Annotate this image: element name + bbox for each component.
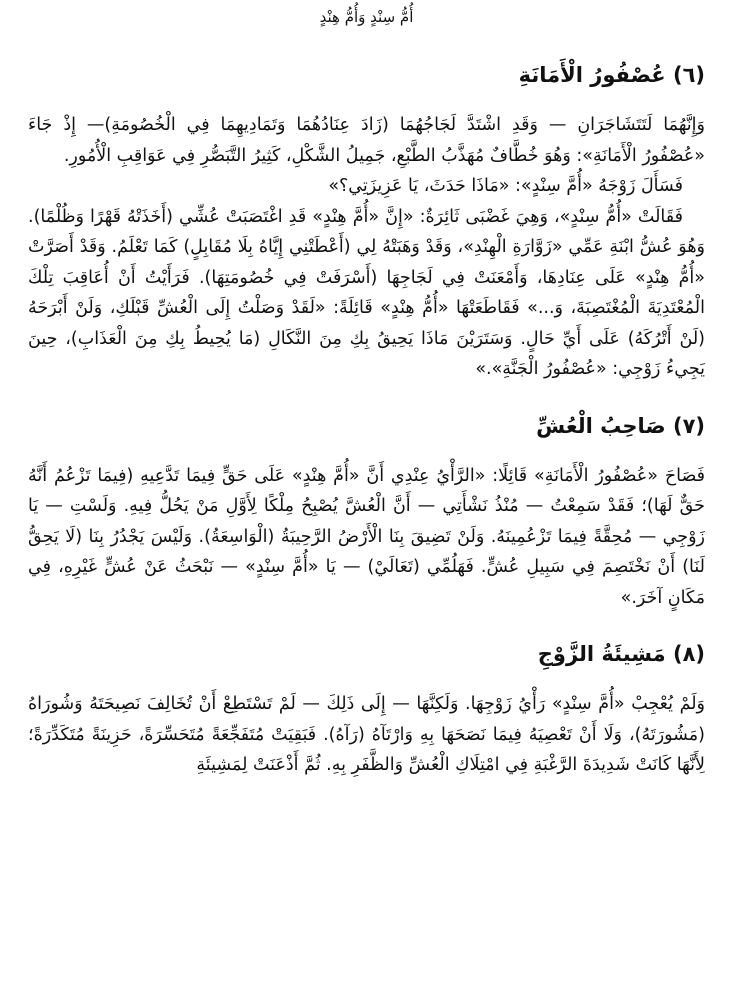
section-6	[28, 60, 705, 385]
book-page	[28, 0, 705, 1000]
section-heading: (٧) صَاحِبُ الْعُشِّ	[536, 413, 705, 438]
paragraph: فَصَاحَ «عُصْفُورُ الْأَمَانَةِ» قَائِلًا: «الرَّأْيُ عِنْدِي أَنَّ «أُمَّ هِنْدٍ» عَلَى حَقٍّ فِيمَا تَدَّعِيهِ (فِيمَا تَزْعُمُ أَنَّهُ حَقٌّ لَهَا)؛ فَقَدْ سَمِعْتُ — مُنْذُ نَشْأَتِي — أَنَّ الْعُشَّ يُصْبِحُ مِلْكًا لِأَوَّلِ مَنْ يَحُلُّ فِيهِ. وَلَسْتِ — يَا زَوْجِي — مُحِقَّةً فِيمَا تَزْعُمِينَهُ. وَلَنْ تَضِيقَ بِنَا الْأَرْضُ الرَّحِيبَةُ (الْوَاسِعَةُ). وَلَيْسَ يَجْدُرُ بِنَا (لَا يَحِقُّ لَنَا) أَنْ نَخْتَصِمَ فِي سَبِيلِ عُشٍّ. فَهَلُمِّي (تَعَالَيْ) — يَا «أُمَّ سِنْدٍ» — نَبْحَثُ عَنْ عُشٍّ غَيْرِهِ، فِي مَكَانٍ آخَرَ.»	[28, 465, 705, 608]
running-header: أُمُّ سِنْدٍ وَأُمُّ هِنْدٍ	[319, 8, 414, 26]
section-heading: (٦) عُصْفُورُ الْأَمَانَةِ	[518, 63, 705, 87]
paragraph: وَإِنَّهُمَا لَتَتَشَاجَرَانِ — وَقَدِ اشْتَدَّ لَجَاجُهُمَا (زَادَ عِنَادُهُمَا وَتَمَادِيهِمَا فِي الْخُصُومَةِ)— إِذْ جَاءَ «عُصْفُورُ الْأَمَانَةِ»: وَهُوَ خُطَّافٌ مُهَذَّبُ الطَّبْعِ، جَمِيلُ الشَّكْلِ، كَثِيرُ التَّبَصُّرِ فِي عَوَاقِبِ الْأُمُورِ.	[28, 115, 705, 166]
paragraph: فَقَالَتْ «أُمُّ سِنْدٍ»، وَهِيَ غَضْبَى ثَائِرَةٌ: «إِنَّ «أُمَّ هِنْدٍ» قَدِ اغْتَصَبَتْ عُشِّي (أَخَذَتْهُ قَهْرًا وَظُلْمًا). وَهُوَ عُشُّ ابْنَةِ عَمِّي «زَوَّارَةِ الْهِنْدِ»، وَقَدْ وَهَبَتْهُ لِي (أَعْطَتْنِي إِيَّاهُ بِلَا مُقَابِلٍ) كَمَا تَعْلَمُ. وَقَدْ أَصَرَّتْ «أُمُّ هِنْدٍ» عَلَى عِنَادِهَا، وَأَمْعَنَتْ فِي لَجَاجِهَا (أَسْرَفَتْ فِي خُصُومَتِهَا). فَرَأَيْتُ أَنْ أُعَاقِبَ تِلْكَ الْمُعْتَدِيَةَ الْمُغْتَصِبَةَ، وَ...» فَقَاطَعَتْهَا «أُمُّ هِنْدٍ» قَائِلَةً: «لَقَدْ وَصَلْتُ إِلَى الْعُشِّ قَبْلَكِ، وَلَنْ أَبْرَحَهُ (لَنْ أَتْرُكَهُ) عَلَى أَيِّ حَالٍ. وَسَتَرَيْنَ مَاذَا يَحِيقُ بِكِ مِنَ النَّكَالِ (مَا يُحِيطُ بِكِ مِنَ الْعَذَابِ)، حِينَ يَجِيءُ زَوْجِي: «عُصْفُورُ الْجَنَّةِ».»	[28, 206, 705, 379]
section-8	[28, 639, 705, 781]
section-7	[28, 411, 705, 614]
paragraph: وَلَمْ يُعْجِبْ «أُمَّ سِنْدٍ» رَأْيُ زَوْجِهَا. وَلَكِنَّهَا — إِلَى ذَلِكَ — لَمْ تَسْتَطِعْ أَنْ تُخَالِفَ نَصِيحَتَهُ وَشُورَاهُ (مَشُورَتَهُ)، وَلَا أَنْ تَعْصِيَهُ فِيمَا نَصَحَهَا بِهِ وَارْتَآهُ (رَآهُ). فَبَقِيَتْ مُتَفَجِّعَةً مُتَحَسِّرَةً، حَزِينَةً مُتَكَدِّرَةً؛ لِأَنَّهَا كَانَتْ شَدِيدَةَ الرَّغْبَةِ فِي امْتِلَاكِ الْعُشِّ وَالظَّفَرِ بِهِ. ثُمَّ أَذْعَنَتْ لِمَشِيئَةِ	[28, 694, 705, 775]
section-heading: (٨) مَشِيئَةُ الزَّوْجِ	[537, 642, 705, 666]
paragraph: فَسَأَلَ زَوْجَهُ «أُمَّ سِنْدٍ»: «مَاذَا حَدَثَ، يَا عَزِيزَتِي؟»	[328, 176, 683, 196]
